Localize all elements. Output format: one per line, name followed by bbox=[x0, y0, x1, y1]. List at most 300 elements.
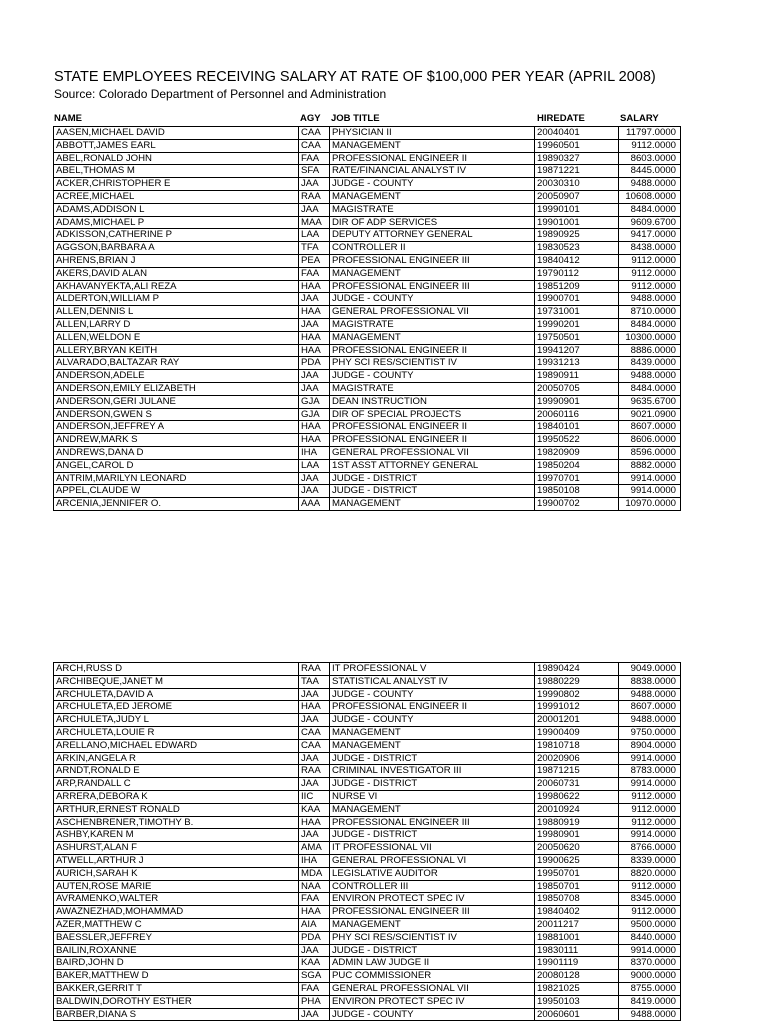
cell-salary: 8607.0000 bbox=[619, 421, 681, 434]
cell-name: ABEL,THOMAS M bbox=[54, 165, 299, 178]
cell-salary: 8904.0000 bbox=[619, 739, 681, 752]
cell-name: ANDREWS,DANA D bbox=[54, 446, 299, 459]
cell-agy: FAA bbox=[299, 982, 330, 995]
cell-name: AWAZNEZHAD,MOHAMMAD bbox=[54, 906, 299, 919]
cell-hiredate: 20060731 bbox=[535, 778, 619, 791]
cell-job-title: PROFESSIONAL ENGINEER III bbox=[330, 280, 535, 293]
cell-hiredate: 19990901 bbox=[535, 395, 619, 408]
cell-name: ARCH,RUSS D bbox=[54, 663, 299, 676]
table-row bbox=[54, 306, 681, 319]
cell-agy: JAA bbox=[299, 472, 330, 485]
cell-job-title: PHY SCI RES/SCIENTIST IV bbox=[330, 357, 535, 370]
cell-name: APPEL,CLAUDE W bbox=[54, 485, 299, 498]
cell-salary: 8755.0000 bbox=[619, 982, 681, 995]
cell-salary: 8484.0000 bbox=[619, 382, 681, 395]
cell-name: ARTHUR,ERNEST RONALD bbox=[54, 803, 299, 816]
table-row bbox=[54, 344, 681, 357]
cell-salary: 10608.0000 bbox=[619, 190, 681, 203]
table-row bbox=[54, 790, 681, 803]
cell-salary: 9488.0000 bbox=[619, 714, 681, 727]
table-row bbox=[54, 178, 681, 191]
table-row bbox=[54, 752, 681, 765]
cell-agy: RAA bbox=[299, 765, 330, 778]
table-row bbox=[54, 714, 681, 727]
table-row bbox=[54, 982, 681, 995]
cell-hiredate: 19950103 bbox=[535, 995, 619, 1008]
table-row bbox=[54, 803, 681, 816]
cell-hiredate: 19990201 bbox=[535, 318, 619, 331]
cell-agy: JAA bbox=[299, 370, 330, 383]
table-row bbox=[54, 421, 681, 434]
cell-job-title: NURSE VI bbox=[330, 790, 535, 803]
table-row bbox=[54, 957, 681, 970]
cell-agy: JAA bbox=[299, 382, 330, 395]
cell-agy: IHA bbox=[299, 854, 330, 867]
cell-salary: 8882.0000 bbox=[619, 459, 681, 472]
document-source: Source: Colorado Department of Personnel and Administration bbox=[54, 87, 387, 101]
cell-hiredate: 19941207 bbox=[535, 344, 619, 357]
cell-hiredate: 19821025 bbox=[535, 982, 619, 995]
cell-hiredate: 19820909 bbox=[535, 446, 619, 459]
cell-hiredate: 19851209 bbox=[535, 280, 619, 293]
table-row bbox=[54, 459, 681, 472]
cell-name: ANTRIM,MARILYN LEONARD bbox=[54, 472, 299, 485]
cell-name: BAESSLER,JEFFREY bbox=[54, 931, 299, 944]
header-salary: SALARY bbox=[620, 113, 659, 124]
cell-agy: HAA bbox=[299, 421, 330, 434]
table-row bbox=[54, 472, 681, 485]
cell-job-title: IT PROFESSIONAL VII bbox=[330, 842, 535, 855]
cell-hiredate: 20050620 bbox=[535, 842, 619, 855]
cell-agy: CAA bbox=[299, 127, 330, 140]
header-hiredate: HIREDATE bbox=[537, 113, 585, 124]
cell-name: ANDERSON,GWEN S bbox=[54, 408, 299, 421]
table-row bbox=[54, 395, 681, 408]
cell-name: AURICH,SARAH K bbox=[54, 867, 299, 880]
cell-job-title: CRIMINAL INVESTIGATOR III bbox=[330, 765, 535, 778]
cell-job-title: MANAGEMENT bbox=[330, 267, 535, 280]
table-row bbox=[54, 854, 681, 867]
table-row bbox=[54, 995, 681, 1008]
table-row bbox=[54, 867, 681, 880]
cell-name: ARCENIA,JENNIFER O. bbox=[54, 498, 299, 511]
cell-agy: TAA bbox=[299, 675, 330, 688]
cell-hiredate: 19931213 bbox=[535, 357, 619, 370]
cell-job-title: JUDGE - COUNTY bbox=[330, 293, 535, 306]
cell-agy: JAA bbox=[299, 485, 330, 498]
cell-hiredate: 19880229 bbox=[535, 675, 619, 688]
cell-name: BAILIN,ROXANNE bbox=[54, 944, 299, 957]
cell-agy: PHA bbox=[299, 995, 330, 1008]
cell-agy: JAA bbox=[299, 1008, 330, 1021]
cell-hiredate: 19900701 bbox=[535, 293, 619, 306]
table-row bbox=[54, 293, 681, 306]
cell-salary: 9112.0000 bbox=[619, 139, 681, 152]
cell-salary: 9112.0000 bbox=[619, 816, 681, 829]
cell-salary: 9112.0000 bbox=[619, 790, 681, 803]
table-row bbox=[54, 382, 681, 395]
column-headers bbox=[54, 113, 684, 127]
cell-job-title: PROFESSIONAL ENGINEER II bbox=[330, 344, 535, 357]
table-row bbox=[54, 254, 681, 267]
cell-hiredate: 19850108 bbox=[535, 485, 619, 498]
cell-hiredate: 19830523 bbox=[535, 242, 619, 255]
table-row bbox=[54, 688, 681, 701]
cell-salary: 10300.0000 bbox=[619, 331, 681, 344]
cell-agy: RAA bbox=[299, 663, 330, 676]
cell-hiredate: 19991012 bbox=[535, 701, 619, 714]
cell-agy: SFA bbox=[299, 165, 330, 178]
cell-salary: 8370.0000 bbox=[619, 957, 681, 970]
cell-hiredate: 19880919 bbox=[535, 816, 619, 829]
cell-salary: 8606.0000 bbox=[619, 434, 681, 447]
cell-hiredate: 19900625 bbox=[535, 854, 619, 867]
cell-salary: 9112.0000 bbox=[619, 880, 681, 893]
cell-salary: 9000.0000 bbox=[619, 970, 681, 983]
cell-job-title: ENVIRON PROTECT SPEC IV bbox=[330, 995, 535, 1008]
cell-name: ALLERY,BRYAN KEITH bbox=[54, 344, 299, 357]
cell-job-title: DIR OF SPECIAL PROJECTS bbox=[330, 408, 535, 421]
cell-name: ARP,RANDALL C bbox=[54, 778, 299, 791]
table-row bbox=[54, 165, 681, 178]
cell-hiredate: 19980622 bbox=[535, 790, 619, 803]
cell-agy: JAA bbox=[299, 944, 330, 957]
cell-agy: PEA bbox=[299, 254, 330, 267]
cell-agy: MDA bbox=[299, 867, 330, 880]
cell-agy: HAA bbox=[299, 816, 330, 829]
cell-name: AUTEN,ROSE MARIE bbox=[54, 880, 299, 893]
cell-agy: PDA bbox=[299, 357, 330, 370]
cell-name: ALLEN,LARRY D bbox=[54, 318, 299, 331]
cell-job-title: MANAGEMENT bbox=[330, 739, 535, 752]
cell-job-title: MANAGEMENT bbox=[330, 498, 535, 511]
cell-hiredate: 19850708 bbox=[535, 893, 619, 906]
cell-name: AKERS,DAVID ALAN bbox=[54, 267, 299, 280]
cell-salary: 9417.0000 bbox=[619, 229, 681, 242]
cell-salary: 8766.0000 bbox=[619, 842, 681, 855]
cell-salary: 8438.0000 bbox=[619, 242, 681, 255]
cell-job-title: MANAGEMENT bbox=[330, 918, 535, 931]
cell-hiredate: 19890925 bbox=[535, 229, 619, 242]
cell-hiredate: 19840402 bbox=[535, 906, 619, 919]
cell-hiredate: 19750501 bbox=[535, 331, 619, 344]
cell-hiredate: 19890911 bbox=[535, 370, 619, 383]
cell-hiredate: 19790112 bbox=[535, 267, 619, 280]
cell-hiredate: 19990101 bbox=[535, 203, 619, 216]
cell-salary: 8484.0000 bbox=[619, 203, 681, 216]
cell-hiredate: 20010924 bbox=[535, 803, 619, 816]
cell-job-title: IT PROFESSIONAL V bbox=[330, 663, 535, 676]
cell-name: AASEN,MICHAEL DAVID bbox=[54, 127, 299, 140]
cell-job-title: GENERAL PROFESSIONAL VII bbox=[330, 982, 535, 995]
cell-agy: FAA bbox=[299, 267, 330, 280]
cell-hiredate: 19901001 bbox=[535, 216, 619, 229]
cell-hiredate: 20060116 bbox=[535, 408, 619, 421]
cell-job-title: JUDGE - DISTRICT bbox=[330, 944, 535, 957]
cell-salary: 9914.0000 bbox=[619, 752, 681, 765]
cell-hiredate: 20080128 bbox=[535, 970, 619, 983]
table-row bbox=[54, 331, 681, 344]
cell-name: ASHURST,ALAN F bbox=[54, 842, 299, 855]
table-row bbox=[54, 816, 681, 829]
cell-salary: 9914.0000 bbox=[619, 485, 681, 498]
cell-salary: 8345.0000 bbox=[619, 893, 681, 906]
table-row bbox=[54, 242, 681, 255]
cell-agy: JAA bbox=[299, 714, 330, 727]
cell-salary: 9488.0000 bbox=[619, 370, 681, 383]
cell-name: BARBER,DIANA S bbox=[54, 1008, 299, 1021]
cell-name: ARKIN,ANGELA R bbox=[54, 752, 299, 765]
header-job-title: JOB TITLE bbox=[331, 113, 380, 124]
cell-agy: MAA bbox=[299, 216, 330, 229]
cell-hiredate: 20050907 bbox=[535, 190, 619, 203]
cell-salary: 9914.0000 bbox=[619, 472, 681, 485]
cell-name: BALDWIN,DOROTHY ESTHER bbox=[54, 995, 299, 1008]
cell-agy: GJA bbox=[299, 395, 330, 408]
cell-name: ARCHIBEQUE,JANET M bbox=[54, 675, 299, 688]
cell-job-title: JUDGE - COUNTY bbox=[330, 714, 535, 727]
cell-hiredate: 19871215 bbox=[535, 765, 619, 778]
cell-job-title: PHYSICIAN II bbox=[330, 127, 535, 140]
cell-agy: JAA bbox=[299, 318, 330, 331]
cell-job-title: PROFESSIONAL ENGINEER II bbox=[330, 434, 535, 447]
cell-job-title: GENERAL PROFESSIONAL VII bbox=[330, 446, 535, 459]
cell-job-title: JUDGE - DISTRICT bbox=[330, 752, 535, 765]
cell-job-title: MANAGEMENT bbox=[330, 803, 535, 816]
table-row bbox=[54, 842, 681, 855]
cell-job-title: MANAGEMENT bbox=[330, 331, 535, 344]
cell-job-title: DEAN INSTRUCTION bbox=[330, 395, 535, 408]
cell-salary: 9488.0000 bbox=[619, 1008, 681, 1021]
table-row bbox=[54, 918, 681, 931]
cell-agy: CAA bbox=[299, 739, 330, 752]
cell-salary: 9635.6700 bbox=[619, 395, 681, 408]
table-row bbox=[54, 944, 681, 957]
table-row bbox=[54, 675, 681, 688]
cell-hiredate: 19900409 bbox=[535, 726, 619, 739]
cell-salary: 9112.0000 bbox=[619, 906, 681, 919]
cell-job-title: DEPUTY ATTORNEY GENERAL bbox=[330, 229, 535, 242]
cell-agy: IIC bbox=[299, 790, 330, 803]
cell-job-title: STATISTICAL ANALYST IV bbox=[330, 675, 535, 688]
cell-agy: GJA bbox=[299, 408, 330, 421]
cell-job-title: PHY SCI RES/SCIENTIST IV bbox=[330, 931, 535, 944]
cell-name: ADAMS,MICHAEL P bbox=[54, 216, 299, 229]
cell-name: ALLEN,DENNIS L bbox=[54, 306, 299, 319]
cell-job-title: PROFESSIONAL ENGINEER II bbox=[330, 152, 535, 165]
cell-agy: FAA bbox=[299, 152, 330, 165]
cell-hiredate: 19901119 bbox=[535, 957, 619, 970]
cell-salary: 8710.0000 bbox=[619, 306, 681, 319]
cell-agy: KAA bbox=[299, 957, 330, 970]
cell-job-title: ADMIN LAW JUDGE II bbox=[330, 957, 535, 970]
cell-job-title: JUDGE - DISTRICT bbox=[330, 472, 535, 485]
employee-table-1 bbox=[53, 126, 681, 511]
cell-job-title: MANAGEMENT bbox=[330, 726, 535, 739]
cell-name: ALVARADO,BALTAZAR RAY bbox=[54, 357, 299, 370]
cell-agy: HAA bbox=[299, 906, 330, 919]
cell-job-title: PROFESSIONAL ENGINEER II bbox=[330, 701, 535, 714]
cell-name: ARCHULETA,LOUIE R bbox=[54, 726, 299, 739]
cell-agy: IHA bbox=[299, 446, 330, 459]
cell-agy: LAA bbox=[299, 459, 330, 472]
cell-name: AGGSON,BARBARA A bbox=[54, 242, 299, 255]
cell-hiredate: 20050705 bbox=[535, 382, 619, 395]
cell-agy: SGA bbox=[299, 970, 330, 983]
cell-job-title: JUDGE - COUNTY bbox=[330, 1008, 535, 1021]
cell-agy: JAA bbox=[299, 178, 330, 191]
cell-name: ARCHULETA,DAVID A bbox=[54, 688, 299, 701]
cell-hiredate: 19840412 bbox=[535, 254, 619, 267]
cell-hiredate: 19890327 bbox=[535, 152, 619, 165]
cell-name: BAKER,MATTHEW D bbox=[54, 970, 299, 983]
cell-job-title: MANAGEMENT bbox=[330, 190, 535, 203]
cell-job-title: JUDGE - DISTRICT bbox=[330, 485, 535, 498]
cell-hiredate: 19840101 bbox=[535, 421, 619, 434]
cell-name: AKHAVANYEKTA,ALI REZA bbox=[54, 280, 299, 293]
cell-salary: 8439.0000 bbox=[619, 357, 681, 370]
cell-salary: 9500.0000 bbox=[619, 918, 681, 931]
cell-agy: NAA bbox=[299, 880, 330, 893]
cell-salary: 9914.0000 bbox=[619, 778, 681, 791]
cell-salary: 9112.0000 bbox=[619, 280, 681, 293]
cell-name: ASCHENBRENER,TIMOTHY B. bbox=[54, 816, 299, 829]
cell-agy: JAA bbox=[299, 829, 330, 842]
cell-agy: JAA bbox=[299, 688, 330, 701]
cell-name: ABEL,RONALD JOHN bbox=[54, 152, 299, 165]
cell-name: AHRENS,BRIAN J bbox=[54, 254, 299, 267]
cell-salary: 9488.0000 bbox=[619, 293, 681, 306]
cell-salary: 8886.0000 bbox=[619, 344, 681, 357]
cell-salary: 8820.0000 bbox=[619, 867, 681, 880]
table-row bbox=[54, 370, 681, 383]
table-row bbox=[54, 446, 681, 459]
table-row bbox=[54, 778, 681, 791]
cell-job-title: PUC COMMISSIONER bbox=[330, 970, 535, 983]
cell-name: ALDERTON,WILLIAM P bbox=[54, 293, 299, 306]
table-row bbox=[54, 701, 681, 714]
cell-name: ALLEN,WELDON E bbox=[54, 331, 299, 344]
cell-agy: TFA bbox=[299, 242, 330, 255]
document-title: STATE EMPLOYEES RECEIVING SALARY AT RATE OF $100,000 PER YEAR (APRIL 2008) bbox=[54, 69, 656, 85]
table-row bbox=[54, 931, 681, 944]
cell-job-title: JUDGE - DISTRICT bbox=[330, 829, 535, 842]
table-row bbox=[54, 1008, 681, 1021]
cell-salary: 8783.0000 bbox=[619, 765, 681, 778]
cell-agy: AAA bbox=[299, 498, 330, 511]
table-row bbox=[54, 190, 681, 203]
cell-job-title: CONTROLLER II bbox=[330, 242, 535, 255]
cell-name: ANDERSON,GERI JULANE bbox=[54, 395, 299, 408]
cell-salary: 9609.6700 bbox=[619, 216, 681, 229]
cell-agy: JAA bbox=[299, 752, 330, 765]
cell-salary: 9112.0000 bbox=[619, 267, 681, 280]
cell-job-title: PROFESSIONAL ENGINEER III bbox=[330, 254, 535, 267]
cell-job-title: MAGISTRATE bbox=[330, 318, 535, 331]
cell-salary: 8603.0000 bbox=[619, 152, 681, 165]
cell-name: ATWELL,ARTHUR J bbox=[54, 854, 299, 867]
cell-hiredate: 19830111 bbox=[535, 944, 619, 957]
table-row bbox=[54, 203, 681, 216]
employee-table-2 bbox=[53, 662, 681, 1021]
cell-name: ARCHULETA,ED JEROME bbox=[54, 701, 299, 714]
cell-job-title: JUDGE - COUNTY bbox=[330, 370, 535, 383]
cell-job-title: PROFESSIONAL ENGINEER III bbox=[330, 906, 535, 919]
cell-hiredate: 19990802 bbox=[535, 688, 619, 701]
cell-job-title: MAGISTRATE bbox=[330, 382, 535, 395]
table-row bbox=[54, 267, 681, 280]
cell-hiredate: 19960501 bbox=[535, 139, 619, 152]
cell-name: ANDERSON,JEFFREY A bbox=[54, 421, 299, 434]
header-name: NAME bbox=[54, 113, 82, 124]
table-row bbox=[54, 970, 681, 983]
table-row bbox=[54, 408, 681, 421]
cell-agy: RAA bbox=[299, 190, 330, 203]
table-row bbox=[54, 127, 681, 140]
cell-agy: JAA bbox=[299, 203, 330, 216]
cell-hiredate: 19970701 bbox=[535, 472, 619, 485]
table-row bbox=[54, 280, 681, 293]
cell-name: ACKER,CHRISTOPHER E bbox=[54, 178, 299, 191]
cell-name: ASHBY,KAREN M bbox=[54, 829, 299, 842]
cell-agy: HAA bbox=[299, 331, 330, 344]
cell-hiredate: 20020906 bbox=[535, 752, 619, 765]
table-row bbox=[54, 829, 681, 842]
table-row bbox=[54, 906, 681, 919]
cell-name: ARCHULETA,JUDY L bbox=[54, 714, 299, 727]
cell-hiredate: 19871221 bbox=[535, 165, 619, 178]
cell-name: ANDERSON,EMILY ELIZABETH bbox=[54, 382, 299, 395]
table-row bbox=[54, 318, 681, 331]
table-row bbox=[54, 216, 681, 229]
table-row bbox=[54, 726, 681, 739]
cell-hiredate: 19950522 bbox=[535, 434, 619, 447]
cell-agy: JAA bbox=[299, 778, 330, 791]
cell-agy: HAA bbox=[299, 306, 330, 319]
cell-agy: HAA bbox=[299, 344, 330, 357]
cell-job-title: PROFESSIONAL ENGINEER III bbox=[330, 816, 535, 829]
cell-name: ABBOTT,JAMES EARL bbox=[54, 139, 299, 152]
cell-salary: 9112.0000 bbox=[619, 803, 681, 816]
table-row bbox=[54, 663, 681, 676]
cell-hiredate: 19850204 bbox=[535, 459, 619, 472]
table-row bbox=[54, 357, 681, 370]
cell-job-title: LEGISLATIVE AUDITOR bbox=[330, 867, 535, 880]
cell-name: ADAMS,ADDISON L bbox=[54, 203, 299, 216]
cell-job-title: JUDGE - DISTRICT bbox=[330, 778, 535, 791]
cell-name: AZER,MATTHEW C bbox=[54, 918, 299, 931]
cell-salary: 9049.0000 bbox=[619, 663, 681, 676]
cell-agy: HAA bbox=[299, 434, 330, 447]
cell-salary: 11797.0000 bbox=[619, 127, 681, 140]
cell-name: ARRERA,DEBORA K bbox=[54, 790, 299, 803]
cell-salary: 8445.0000 bbox=[619, 165, 681, 178]
cell-salary: 8838.0000 bbox=[619, 675, 681, 688]
cell-job-title: GENERAL PROFESSIONAL VII bbox=[330, 306, 535, 319]
cell-hiredate: 19980901 bbox=[535, 829, 619, 842]
table-row bbox=[54, 485, 681, 498]
cell-job-title: CONTROLLER III bbox=[330, 880, 535, 893]
table-row bbox=[54, 152, 681, 165]
cell-job-title: GENERAL PROFESSIONAL VI bbox=[330, 854, 535, 867]
cell-job-title: PROFESSIONAL ENGINEER II bbox=[330, 421, 535, 434]
cell-name: ANDERSON,ADELE bbox=[54, 370, 299, 383]
table-row bbox=[54, 765, 681, 778]
cell-agy: AMA bbox=[299, 842, 330, 855]
cell-hiredate: 19881001 bbox=[535, 931, 619, 944]
table-row bbox=[54, 739, 681, 752]
table-row bbox=[54, 434, 681, 447]
